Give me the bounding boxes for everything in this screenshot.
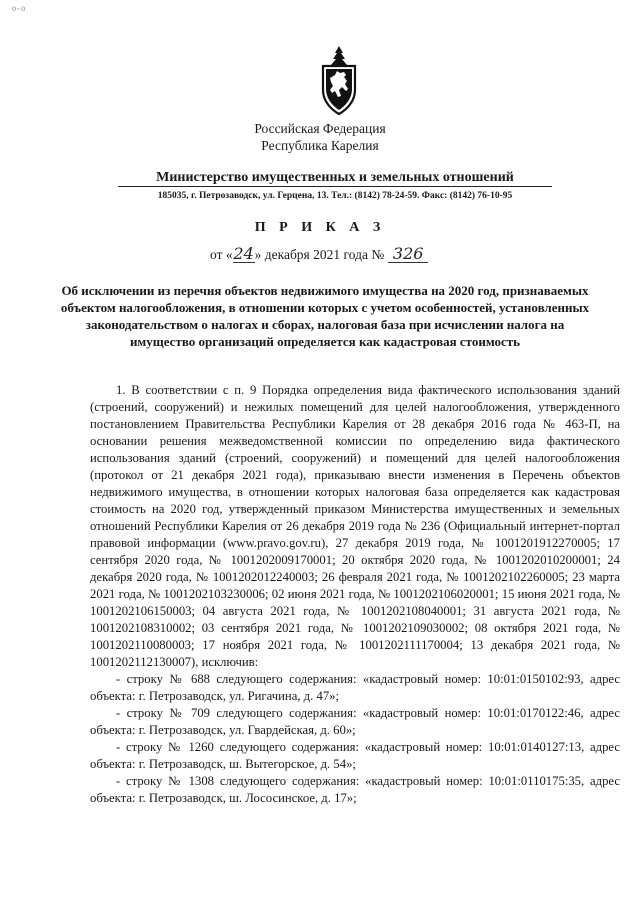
excluded-row-item: - строку № 688 следующего содержания: «кадастровый номер: 10:01:0150102:93, адрес объекта: г. Петрозаводск, ул. Ригачина, д. 47»; [90, 672, 620, 703]
coat-of-arms-emblem [318, 44, 360, 116]
order-subject: Об исключении из перечня объектов недвижимого имущества на 2020 год, признаваемых объектом налогообложения, в отношении которых с учетом особенностей, установленных законодательством о налогах и сборах, налоговая база при исчислении налога на имущество организаций определяется как кадастровая стоимость [60, 283, 590, 349]
excluded-row-item: - строку № 1308 следующего содержания: «кадастровый номер: 10:01:0110175:35, адрес объекта: г. Петрозаводск, ш. Лососинское, д. 17»; [90, 774, 620, 805]
page-mark: ⁰⁻⁰ [12, 6, 26, 17]
date-prefix: от « [210, 247, 233, 262]
excluded-row-item: - строку № 709 следующего содержания: «кадастровый номер: 10:01:0170122:46, адрес объекта: г. Петрозаводск, ул. Гвардейская, д. 60»; [90, 706, 620, 737]
header-divider [118, 186, 552, 187]
body-paragraph: 1. В соответствии с п. 9 Порядка определения вида фактического использования зданий (строений, сооружений) и нежилых помещений для целей налогообложения, утвержденного постановлением Правительства Республики Карелия от 28 декабря 2016 года № 463-П, на основании решения межведомственной комиссии по определению вида фактического использования зданий (строений, сооружений) и помещений для целей налогообложения (протокол от 21 декабря 2021 года), приказываю внести изменения в Перечень объектов недвижимого имущества, в отношении которых налоговая база определяется как кадастровая стоимость на 2020 год, утвержденный приказом Министерства имущественных и земельных отношений Республики Карелия от 26 декабря 2019 года № 236 (Официальный интернет-портал правовой информации (www.pravo.gov.ru), 27 декабря 2019 года, № 1001201912270005; 17 сентября 2020 года, № 1001202009170001; 20 октября 2020 года, № 1001202010200001; 24 декабря 2020 года, № 1001202012240003; 26 февраля 2021 года, № 1001202102260005; 23 марта 2021 года, № 1001202103230006; 02 июня 2021 года, № 1001202106020001; 15 июня 2021 года, № 1001202106150003; 04 августа 2021 года, № 1001202108040001; 31 августа 2021 года, № 1001202108310002; 03 сентября 2021 года, № 1001202109030002; 08 октября 2021 года, № 1001202110080003; 17 ноября 2021 года, № 1001202111170004; 13 декабря 2021 года, № 1001202112130007), исключив: [90, 383, 620, 669]
date-middle: » декабря 2021 года № [254, 247, 385, 262]
handwritten-day: 24 [233, 244, 254, 263]
region-name: Республика Карелия [261, 138, 379, 153]
country-name: Российская Федерация [254, 121, 386, 136]
ministry-name: Министерство имущественных и земельных отношений [156, 170, 514, 185]
document-title: П Р И К А З [254, 220, 386, 235]
ministry-address: 185035, г. Петрозаводск, ул. Герцена, 13. Тел.: (8142) 78-24-59. Факс: (8142) 76-10-95 [157, 191, 513, 201]
order-date-line [210, 246, 510, 263]
handwritten-order-number: 326 [388, 246, 428, 263]
document-body [90, 382, 620, 807]
excluded-row-item: - строку № 1260 следующего содержания: «кадастровый номер: 10:01:0140127:13, адрес объекта: г. Петрозаводск, ш. Вытегорское, д. 54»; [90, 740, 620, 771]
